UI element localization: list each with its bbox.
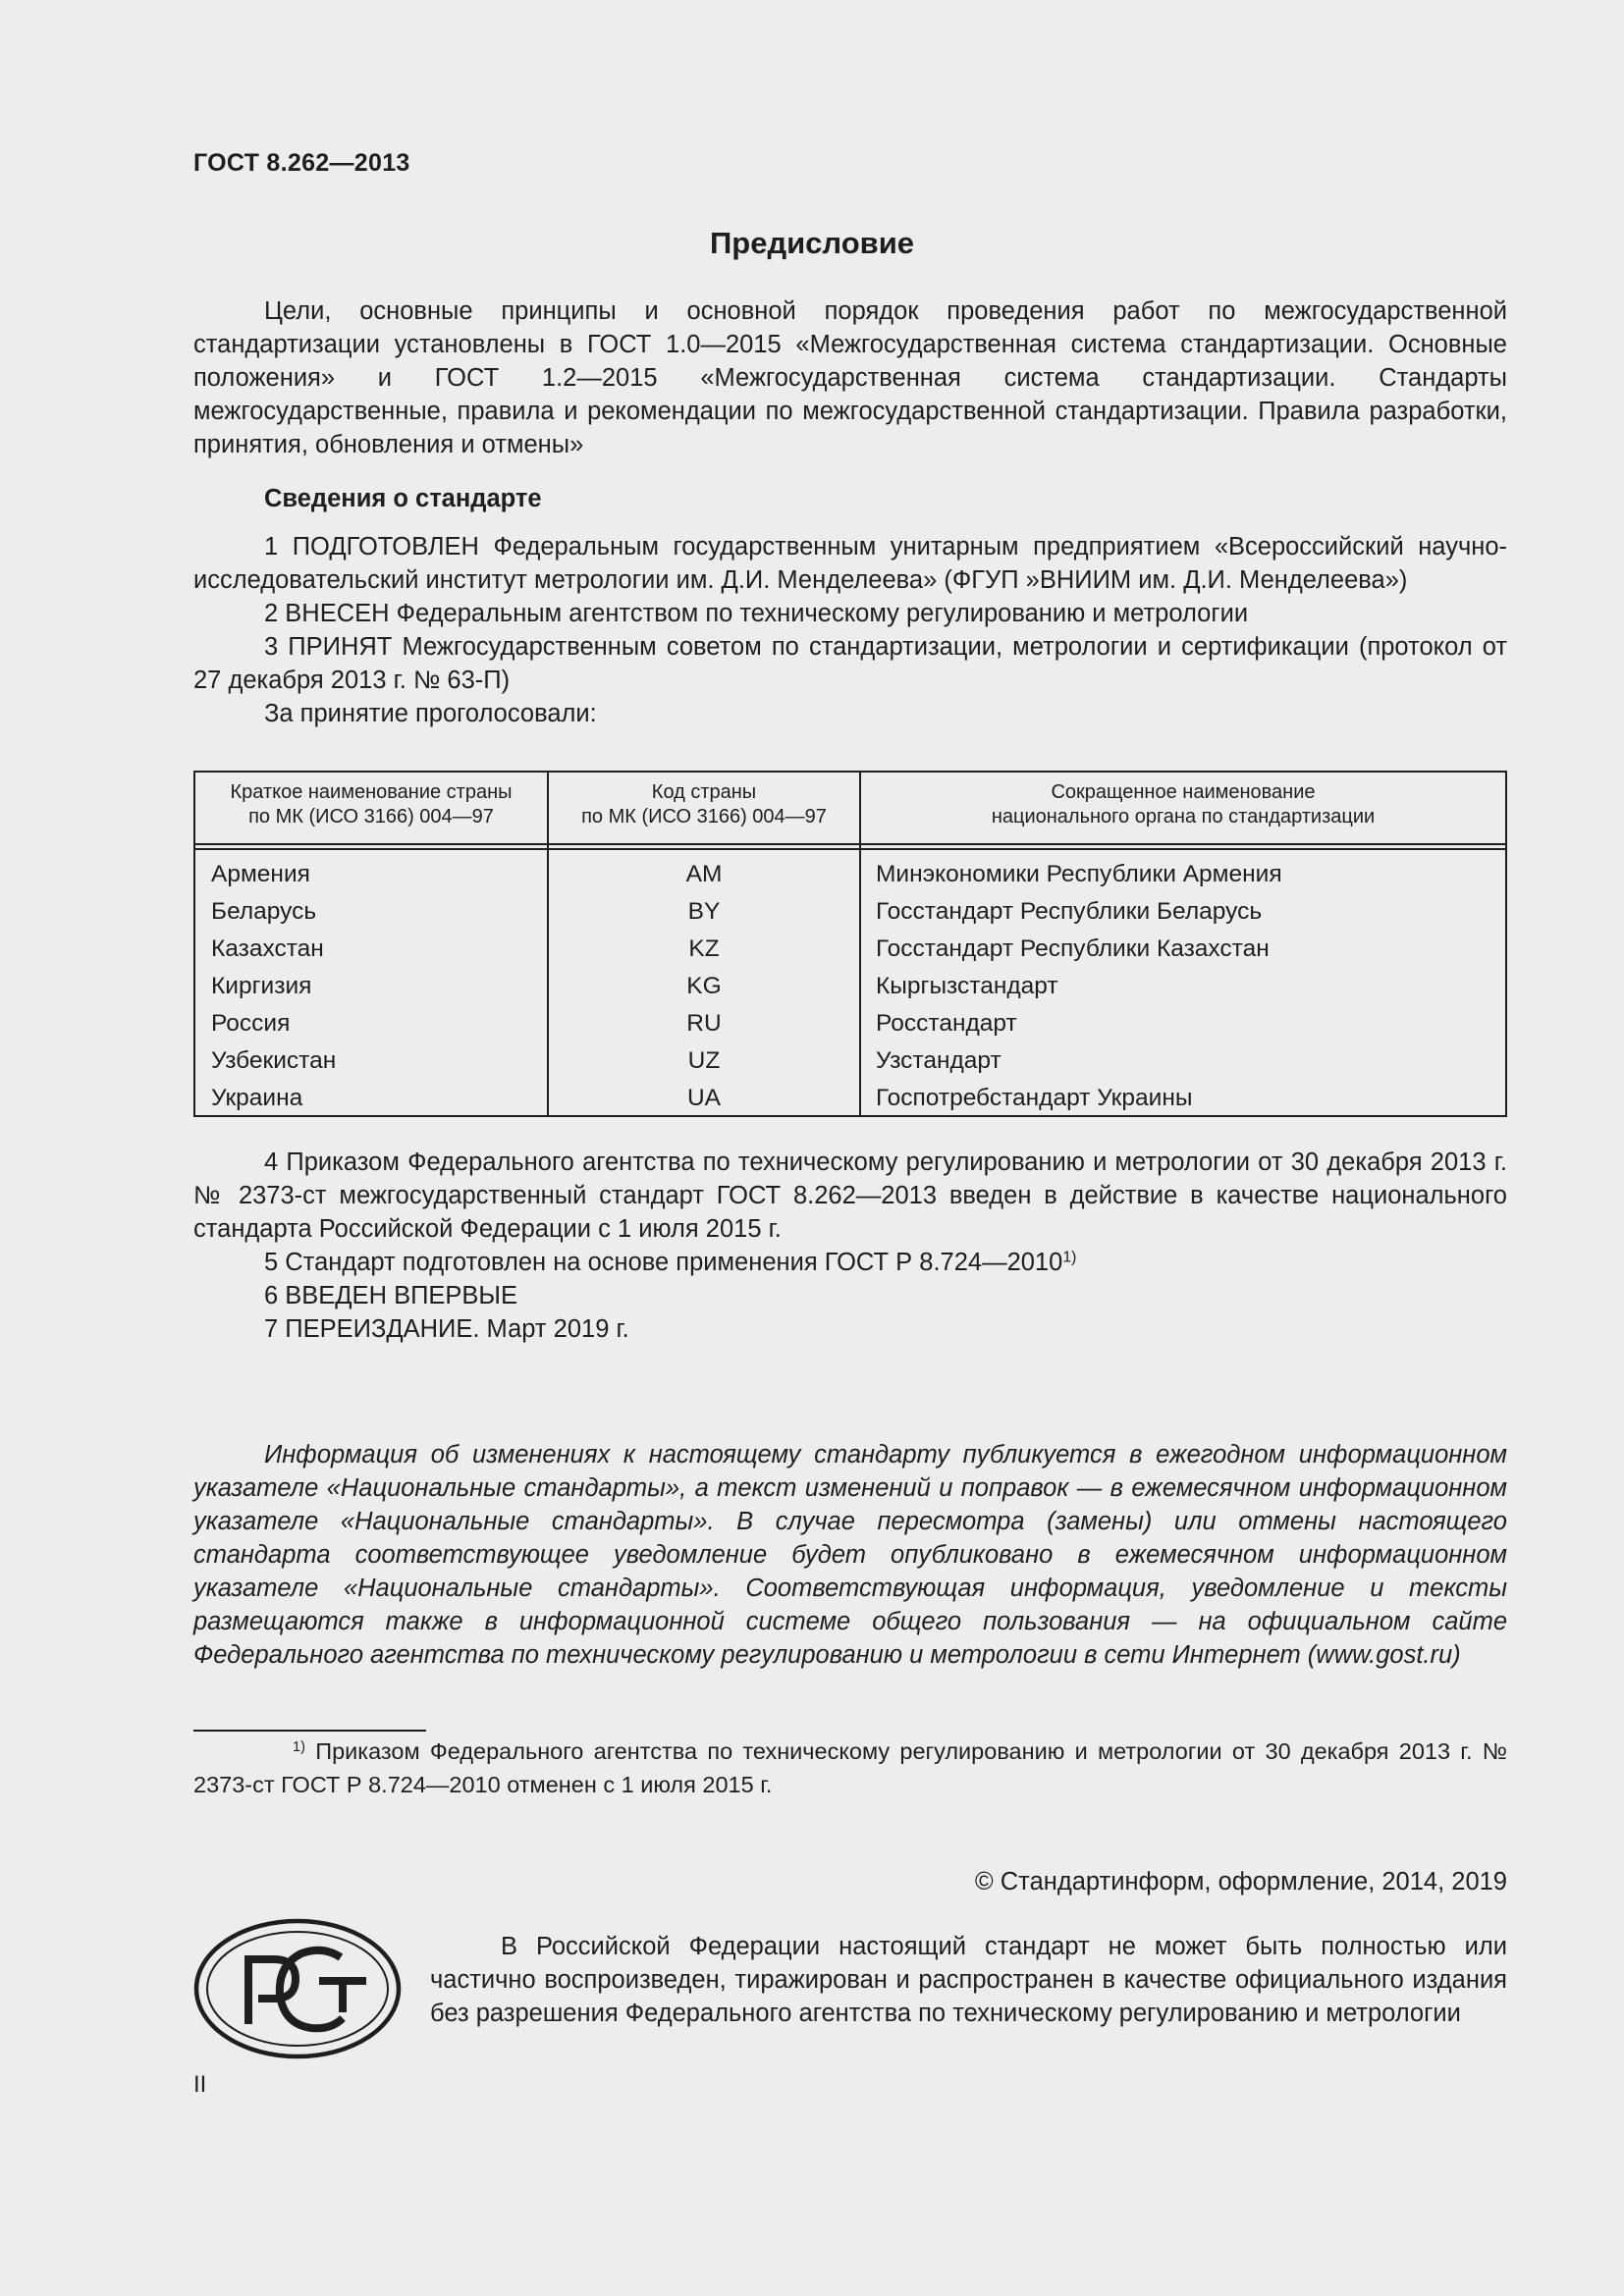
item-6: 6 ВВЕДЕН ВПЕРВЫЕ [264, 1282, 518, 1309]
copyright: © Стандартинформ, оформление, 2014, 2019 [974, 1868, 1507, 1896]
table-cell: AM [685, 861, 723, 887]
item-2: 2 ВНЕСЕН Федеральным агентством по техническому регулированию и метрологии [264, 600, 1249, 627]
footnote [193, 1735, 1507, 1801]
table-header [549, 780, 859, 829]
table-cell: BY [687, 898, 721, 925]
table-cell: KG [686, 973, 722, 999]
table-cell: Армения [211, 861, 310, 887]
table-cell: Минэкономики Республики Армения [876, 861, 1282, 887]
footnote-divider [193, 1730, 426, 1732]
table-cell: Беларусь [211, 898, 317, 925]
table-header-line: Краткое наименование страны [230, 781, 513, 803]
item-1: 1 ПОДГОТОВЛЕН Федеральным государственным унитарным предприятием «Всероссийский научно-исследовательский институт метрологии им. Д.И. Менделеева» (ФГУП »ВНИИМ им. Д.И. Менделеева») [193, 533, 1507, 594]
table-cell: Узстандарт [876, 1047, 1001, 1074]
table-cell: Госстандарт Республики Беларусь [876, 898, 1263, 925]
item-5 [193, 1246, 1507, 1279]
table-cell: Казахстан [211, 935, 324, 962]
footnote-ref: 1) [1062, 1249, 1077, 1266]
document-code: ГОСТ 8.262—2013 [193, 149, 410, 177]
info-list [193, 530, 1507, 730]
page-title: Предисловие [709, 226, 914, 260]
table-cell: Госпотребстандарт Украины [876, 1085, 1193, 1111]
table-cell: Украина [211, 1085, 303, 1111]
page-number: II [193, 2071, 207, 2098]
table-column-country [195, 773, 547, 1115]
table-column-organ [861, 773, 1505, 1115]
table-column-cells [549, 856, 859, 1117]
info-list-continued [193, 1146, 1507, 1346]
item-3: 3 ПРИНЯТ Межгосударственным советом по стандартизации, метрологии и сертификации (протокол от 27 декабря 2013 г. № 63-П) [193, 633, 1507, 694]
table-header-line: национального органа по стандартизации [991, 806, 1376, 828]
table-header-line: Код страны [651, 781, 757, 803]
voted-label: За принятие проголосовали: [264, 700, 597, 727]
table-cell: Россия [211, 1010, 291, 1037]
table-cell: RU [686, 1010, 722, 1037]
table-cell: UZ [687, 1047, 721, 1074]
rights-notice: В Российской Федерации настоящий стандарт не может быть полностью или частично воспроизведен, тиражирован и распространен в качестве официального издания без разрешения Федерального агентства по техническому регулированию и метрологии [430, 1933, 1507, 2027]
table-header-line: по МК (ИСО 3166) 004—97 [248, 806, 494, 828]
footnote-mark-wrap [193, 1738, 305, 1764]
table-header [195, 780, 547, 829]
table-cell: Узбекистан [211, 1047, 337, 1074]
table-column-cells [195, 856, 547, 1117]
table-header-line: Сокращенное наименование [1051, 781, 1316, 803]
table-cell: Госстандарт Республики Казахстан [876, 935, 1270, 962]
table-cell: Росстандарт [876, 1010, 1017, 1037]
changes-notice: Информация об изменениях к настоящему стандарту публикуется в ежегодном информационном указателе «Национальные стандарты», а текст изменений и поправок — в ежемесячном информационном указателе «Национальные стандарты». В случае пересмотра (замены) или отмены настоящего стандарта соответствующее уведомление будет опубликовано в ежемесячном информационном указателе «Национальные стандарты». Соответствующая информация, уведомление и тексты размещаются также в информационной системе общего пользования — на официальном сайте Федерального агентства по техническому регулированию и метрологии в сети Интернет (www.gost.ru) [193, 1441, 1507, 1669]
item-7: 7 ПЕРЕИЗДАНИЕ. Март 2019 г. [264, 1315, 629, 1343]
table-cell: Кыргызстандарт [876, 973, 1058, 999]
table-cell: Киргизия [211, 973, 312, 999]
item-4: 4 Приказом Федерального агентства по техническому регулированию и метрологии от 30 декабря 2013 г. № 2373-ст межгосударственный стандарт ГОСТ 8.262—2013 введен в действие в качестве национального стандарта Российской Федерации с 1 июля 2015 г. [193, 1148, 1507, 1243]
table-header [861, 780, 1505, 829]
table-column-code [549, 773, 859, 1115]
intro-paragraph: Цели, основные принципы и основной порядок проведения работ по межгосударственной стандартизации установлены в ГОСТ 1.0—2015 «Межгосударственная система стандартизации. Основные положения» и ГОСТ 1.2—2015 «Межгосударственная система стандартизации. Стандарты межгосударственные, правила и рекомендации по межгосударственной стандартизации. Правила разработки, принятия, обновления и отмены» [193, 297, 1507, 458]
footnote-text: Приказом Федерального агентства по техническому регулированию и метрологии от 30 декабря 2013 г. № 2373-ст ГОСТ Р 8.724—2010 отменен с 1 июля 2015 г. [193, 1738, 1508, 1797]
info-heading: Сведения о стандарте [264, 485, 542, 512]
table-cell: KZ [688, 935, 720, 962]
item-5-text: 5 Стандарт подготовлен на основе применения ГОСТ Р 8.724—2010 [264, 1249, 1063, 1276]
table-column-cells [861, 856, 1505, 1117]
rst-logo-icon [193, 1918, 402, 2059]
voting-table [193, 771, 1507, 1117]
footnote-mark: 1) [293, 1739, 305, 1755]
table-cell: UA [686, 1085, 722, 1111]
table-header-line: по МК (ИСО 3166) 004—97 [581, 806, 827, 828]
